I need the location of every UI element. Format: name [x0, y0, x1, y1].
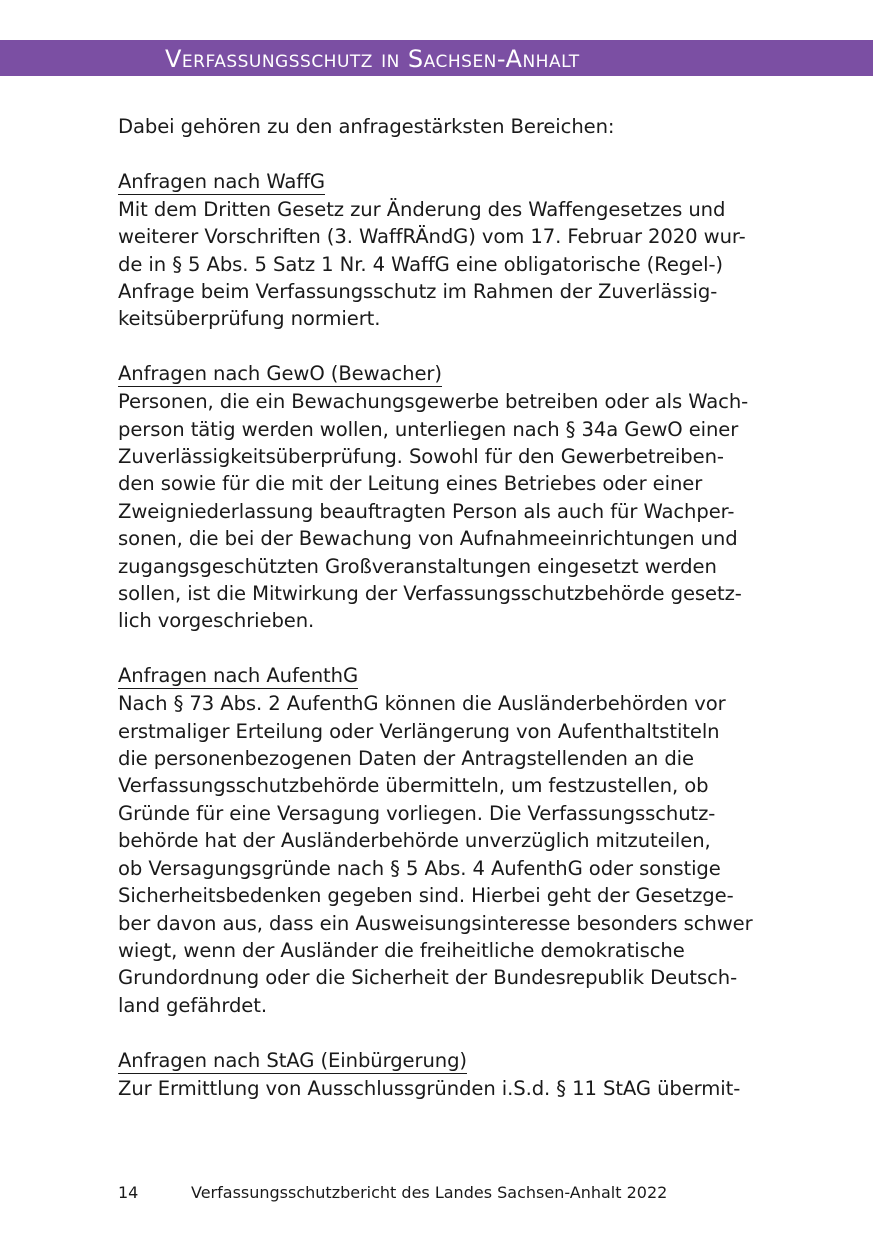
text-line: Nach § 73 Abs. 2 AufenthG können die Ausländerbehörden vor — [118, 692, 726, 716]
text-line: wiegt, wenn der Ausländer die freiheitliche demokratische — [118, 938, 685, 962]
text-line: ber davon aus, dass ein Ausweisungsinteresse besonders schwer — [118, 911, 753, 935]
text-line: Gründe für eine Versagung vorliegen. Die Verfassungsschutz- — [118, 801, 716, 825]
section-gewo — [118, 360, 758, 635]
text-line: behörde hat der Ausländerbehörde unverzüglich mitzuteilen, — [118, 829, 711, 853]
section-aufenthg — [118, 662, 758, 1019]
text-line: ob Versagungsgründe nach § 5 Abs. 4 AufenthG oder sonstige — [118, 856, 721, 880]
text-line: Verfassungsschutzbehörde übermitteln, um festzustellen, ob — [118, 774, 709, 798]
text-line: Anfrage beim Verfassungsschutz im Rahmen der Zuverlässig- — [118, 280, 718, 304]
intro-text: Dabei gehören zu den anfragestärksten Bereichen: — [118, 115, 615, 138]
text-line: keitsüberprüfung normiert. — [118, 307, 381, 331]
text-line: Zweigniederlassung beauftragten Person als auch für Wachper- — [118, 499, 735, 523]
text-line: weiterer Vorschriften (3. WaffRÄndG) vom 17. Februar 2020 wur- — [118, 225, 746, 249]
main-content — [118, 113, 758, 1129]
text-line: lich vorgeschrieben. — [118, 609, 315, 633]
text-line: Mit dem Dritten Gesetz zur Änderung des Waffengesetzes und — [118, 197, 726, 221]
text-line: zugangsgeschützten Großveranstaltungen eingesetzt werden — [118, 554, 717, 578]
section-body — [118, 196, 758, 333]
publication-title: Verfassungsschutzbericht des Landes Sachsen-Anhalt 2022 — [191, 1183, 668, 1202]
page-footer — [118, 1181, 667, 1205]
text-line: Grundordnung oder die Sicherheit der Bundesrepublik Deutsch- — [118, 966, 738, 990]
section-heading: Anfragen nach AufenthG — [118, 664, 359, 688]
text-line: land gefährdet. — [118, 993, 267, 1017]
section-body — [118, 388, 758, 635]
text-line: Personen, die ein Bewachungsgewerbe betreiben oder als Wach- — [118, 390, 749, 414]
page-header-title: Verfassungsschutz in Sachsen-Anhalt — [165, 45, 580, 73]
page-number: 14 — [118, 1183, 139, 1202]
text-line: Sicherheitsbedenken gegeben sind. Hierbei geht der Gesetzge- — [118, 884, 734, 908]
text-line: sonen, die bei der Bewachung von Aufnahmeeinrichtungen und — [118, 527, 738, 551]
section-heading: Anfragen nach StAG (Einbürgerung) — [118, 1048, 467, 1072]
section-heading: Anfragen nach GewO (Bewacher) — [118, 362, 442, 386]
text-line: den sowie für die mit der Leitung eines Betriebes oder einer — [118, 472, 703, 496]
text-line: de in § 5 Abs. 5 Satz 1 Nr. 4 WaffG eine obligatorische (Regel-) — [118, 252, 723, 276]
section-body — [118, 1075, 758, 1102]
text-line: Zur Ermittlung von Ausschlussgründen i.S.d. § 11 StAG übermit- — [118, 1076, 741, 1100]
text-line: die personenbezogenen Daten der Antragstellenden an die — [118, 747, 694, 771]
text-line: erstmaliger Erteilung oder Verlängerung von Aufenthaltstiteln — [118, 719, 720, 743]
text-line: sollen, ist die Mitwirkung der Verfassungsschutzbehörde gesetz- — [118, 582, 742, 606]
section-stag — [118, 1047, 758, 1102]
section-heading: Anfragen nach WaffG — [118, 169, 325, 193]
text-line: person tätig werden wollen, unterliegen nach § 34a GewO einer — [118, 417, 739, 441]
section-body — [118, 690, 758, 1019]
text-line: Zuverlässigkeitsüberprüfung. Sowohl für den Gewerbetreiben- — [118, 445, 724, 469]
section-waffg — [118, 168, 758, 333]
